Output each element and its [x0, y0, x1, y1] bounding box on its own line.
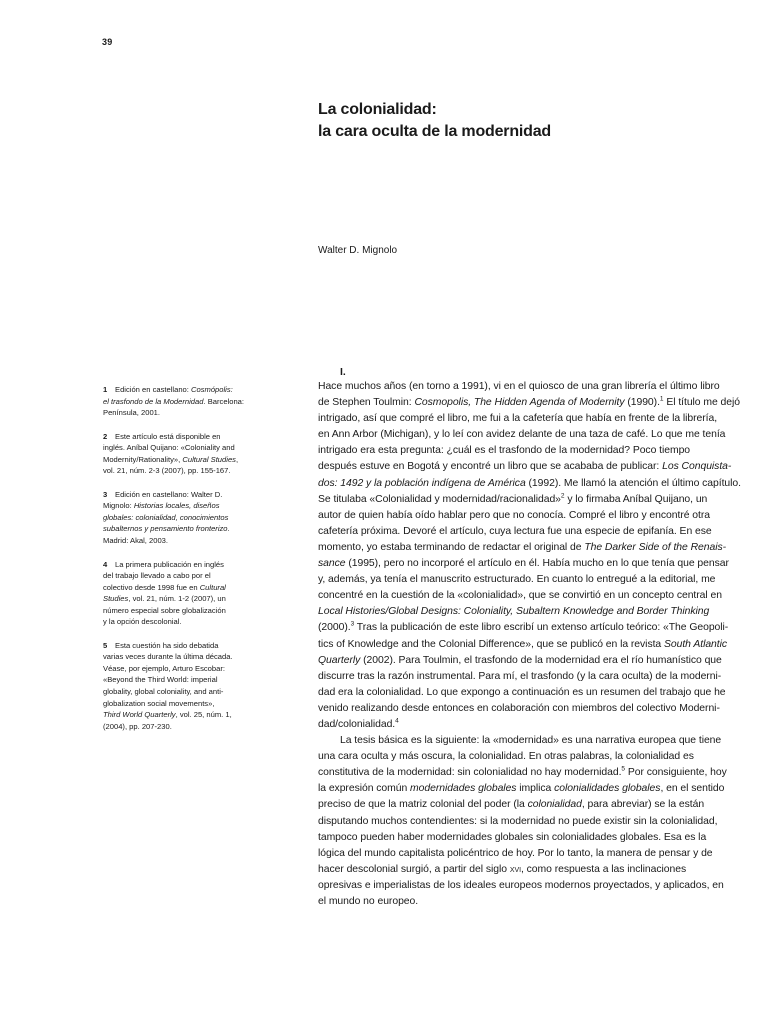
footnote-line: Modernity/Rationality», Cultural Studies, [103, 454, 239, 464]
body-line: dos: 1492 y la población indígena de América (1992). Me llamó la atención el último capítulo. [318, 477, 741, 489]
footnote-line: y la opción descolonial. [103, 617, 182, 627]
page-number: 39 [102, 37, 113, 47]
footnote [103, 489, 273, 547]
author-name: Walter D. Mignolo [318, 245, 398, 256]
body-line: intrigado, así que compré el libro, me fui a la cafetería que había en frente de la librería, [318, 413, 718, 425]
footnote-line: del trabajo llevado a cabo por el [103, 571, 211, 581]
footnote-line: 4 La primera publicación en inglés [103, 559, 224, 569]
body-line: dad era la colonialidad. Lo que expongo a continuación es un resumen del trabajo que he [318, 686, 726, 698]
footnote-line: 2 Este artículo está disponible en [103, 431, 221, 441]
body-line: autor de quien había oído hablar pero que no conocía. Compré el libro y encontré otra [318, 509, 711, 521]
body-line: La tesis básica es la siguiente: la «modernidad» es una narrativa europea que tiene [340, 735, 722, 747]
body-line: Hace muchos años (en torno a 1991), vi en el quiosco de una gran librería el último libro [318, 381, 720, 392]
footnote-line: Península, 2001. [103, 408, 160, 418]
paragraph-2 [318, 733, 726, 910]
body-line: momento, yo estaba terminando de redactar el original de The Darker Side of the Renais- [318, 541, 727, 553]
footnote-line: el trasfondo de la Modernidad. Barcelona: [103, 396, 245, 406]
body-line: concentré en la cuestión de la «colonialidad», que se convirtió en un concepto central en [318, 590, 722, 602]
title-line-1: La colonialidad: [318, 101, 437, 118]
body-line: (2000).$^3$ Tras la publicación de este libro escribí un extenso artículo teórico: «The Geopoli- [318, 620, 729, 634]
body-line: la expresión común modernidades globales implica colonialidades globales, en el sentido [318, 783, 725, 795]
footnote-line: inglés. Aníbal Quijano: «Coloniality and [103, 443, 235, 453]
footnote-number: 2 [103, 431, 108, 441]
body-line: disputando muchos contendientes: si la modernidad no puede existir sin la colonialidad, [318, 815, 718, 827]
body-line: constitutiva de la modernidad: sin colonialidad no hay modernidad.$^5$ Por consiguiente, hoy [318, 765, 727, 779]
body-line: el mundo no europeo. [318, 896, 419, 907]
body-line: intrigado era esta pregunta: ¿cuál es el trasfondo de la modernidad? Poco tiempo [318, 445, 691, 457]
footnote-line: 5 Esta cuestión ha sido debatida [103, 640, 219, 650]
footnote-number: 1 [103, 385, 108, 394]
title-line-2: la cara oculta de la modernidad [318, 123, 551, 140]
body-line: hacer descolonial surgió, a partir del siglo xvi, como respuesta a las inclinaciones [318, 863, 687, 875]
body-line: lógica del mundo capitalista policéntrico de hoy. Por lo tanto, la manera de pensar y de [318, 847, 713, 859]
footnote [103, 431, 273, 477]
body-line: tampoco pueden haber modernidades globales sin colonialidades globales. Esa es la [318, 831, 707, 843]
footnote-line: vol. 21, núm. 2-3 (2007), pp. 155-167. [103, 466, 231, 476]
body-line: Quarterly (2002). Para Toulmin, el trasfondo de la modernidad era el río humanístico que [318, 654, 722, 666]
body-line: de Stephen Toulmin: Cosmopolis, The Hidden Agenda of Modernity (1990).$^1$ El título me dejó [318, 395, 740, 409]
body-line: Local Histories/Global Designs: Coloniality, Subaltern Knowledge and Border Thinking [318, 606, 710, 618]
footnote-line: Madrid: Akal, 2003. [103, 536, 169, 546]
footnote-number: 4 [103, 559, 108, 569]
footnote-line: globalization social movements», [103, 698, 215, 708]
footnote [103, 559, 273, 628]
paragraph-1 [318, 379, 741, 733]
footnotes [103, 384, 273, 744]
body-line: cafetería próxima. Devoré el artículo, cuya lectura fue una especie de epifanía. En ese [318, 525, 712, 537]
footnote-number: 3 [103, 489, 108, 499]
body-line: dad/colonialidad.$^4$ [318, 717, 399, 730]
footnote [103, 384, 273, 419]
body-line: en Ann Arbor (Michigan), y lo leí con avidez delante de una taza de café. Lo que me tenía [318, 429, 726, 441]
body-line: y, además, ya tenía el manuscrito estructurado. En cuanto lo entregué a la editorial, me [318, 574, 716, 586]
body-line: tics of Knowledge and the Colonial Difference», que se publicó en la revista South Atlantic [318, 638, 728, 650]
footnote-line: Third World Quarterly, vol. 25, núm. 1, [103, 710, 232, 720]
footnote-number: 5 [103, 640, 108, 650]
body-line: después estuve en Bogotá y encontré un libro que se acababa de publicar: Los Conquista- [318, 461, 732, 473]
footnote-line: «Beyond the Third World: imperial [103, 675, 218, 685]
footnote-line: Véase, por ejemplo, Arturo Escobar: [103, 663, 225, 673]
footnote-line: globality, global coloniality, and anti- [103, 687, 224, 697]
body-line: sance (1995), pero no incorporé el artículo en él. Había mucho en lo que tenía que pensar [318, 558, 729, 570]
footnote [103, 640, 273, 732]
body-line: preciso de que la matriz colonial del poder (la colonialidad, para abreviar) se la están [318, 799, 705, 811]
footnote-line: varias veces durante la última década. [103, 652, 233, 662]
footnote-line: globales: colonialidad, conocimientos [103, 512, 229, 522]
body-line: venido realizando desde entonces en colaboración con miembros del colectivo Moderni- [318, 702, 720, 714]
footnote-line: 1 Edición en castellano: Cosmópolis: [103, 385, 233, 394]
body-line: discurre tras la razón instrumental. Para mí, el trasfondo (y la cara oculta) de la moderni- [318, 670, 722, 682]
footnote-line: Mignolo: Historias locales, diseños [103, 501, 220, 511]
body-line: opresivas e imperialistas de los ideales europeos modernos proyectados, y aplicados, en [318, 879, 724, 891]
article-title [318, 99, 551, 143]
section-numeral: I. [340, 366, 346, 378]
body-text [318, 379, 741, 910]
footnote-line: (2004), pp. 207-230. [103, 721, 172, 731]
body-line: Se titulaba «Colonialidad y modernidad/racionalidad»$^2$ y lo firmaba Aníbal Quijano, un [318, 492, 708, 505]
footnote-line: 3 Edición en castellano: Walter D. [103, 489, 223, 499]
body-line: una cara oculta y más oscura, la colonialidad. En otras palabras, la colonialidad es [318, 751, 694, 763]
footnote-line: número especial sobre globalización [103, 605, 226, 615]
footnote-line: colectivo desde 1998 fue en Cultural [103, 582, 226, 592]
footnote-line: subalternos y pensamiento fronterizo. [103, 524, 230, 534]
footnote-line: Studies, vol. 21, núm. 1-2 (2007), un [103, 594, 226, 604]
